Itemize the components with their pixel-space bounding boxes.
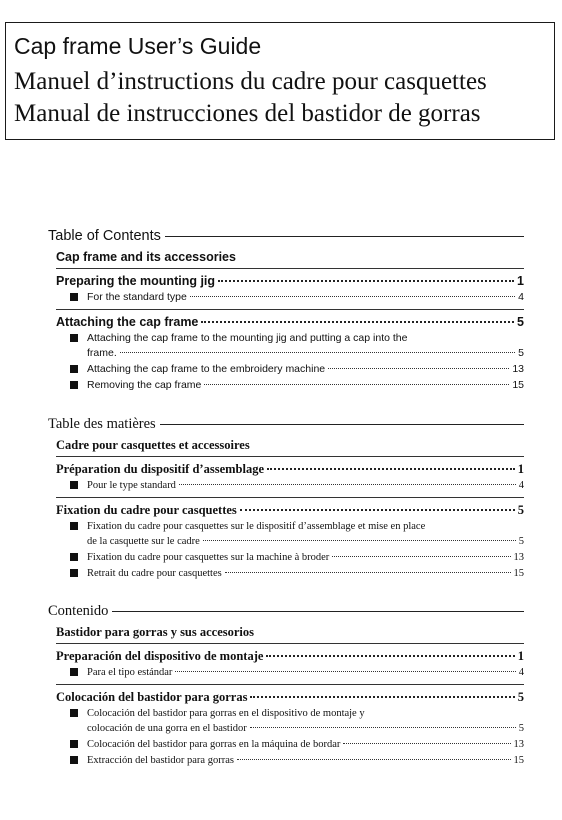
leader-dots xyxy=(266,655,514,657)
leader-dots xyxy=(332,556,510,557)
toc-entry-title: Colocación del bastidor para gorras xyxy=(56,690,248,704)
toc-item-page: 15 xyxy=(513,568,524,579)
title-box xyxy=(5,22,555,140)
toc-item-text: Para el tipo estándar xyxy=(87,667,173,678)
leader-dots xyxy=(250,696,514,698)
toc-entry[interactable] xyxy=(56,314,524,330)
leader-dots xyxy=(190,296,515,297)
square-bullet-icon xyxy=(70,334,78,342)
square-bullet-icon xyxy=(70,522,78,530)
toc-entry-page: 5 xyxy=(517,503,524,517)
toc-item-text: Colocación del bastidor para gorras en la máquina de bordar xyxy=(87,739,341,750)
toc-item[interactable] xyxy=(70,378,524,393)
leader-dots xyxy=(237,759,511,760)
entry-rule xyxy=(56,684,524,685)
toc-entry[interactable] xyxy=(56,502,524,518)
toc-entry-page: 1 xyxy=(517,649,524,663)
section-subheading: Cap frame and its accessories xyxy=(56,250,236,264)
toc-entry-page: 1 xyxy=(517,462,524,476)
toc-item-text: Retrait du cadre pour casquettes xyxy=(87,568,222,579)
toc-section-english xyxy=(48,227,524,393)
leader-dots xyxy=(218,280,514,282)
toc-entry-title: Attaching the cap frame xyxy=(56,315,199,329)
title-spanish: Manual de instrucciones del bastidor de gorras xyxy=(14,100,481,127)
toc-item-page: 4 xyxy=(518,291,524,303)
title-english: Cap frame User’s Guide xyxy=(14,33,262,59)
toc-entry-title: Préparation du dispositif d’assemblage xyxy=(56,462,265,476)
leader-dots xyxy=(250,727,516,728)
toc-item-text-line: Colocación del bastidor para gorras en el dispositivo de montaje y xyxy=(87,708,365,719)
square-bullet-icon xyxy=(70,569,78,577)
toc-item[interactable] xyxy=(70,706,524,736)
toc-entry[interactable] xyxy=(56,461,524,477)
toc-item-page: 5 xyxy=(518,347,524,359)
section-heading xyxy=(48,602,524,620)
section-heading-rule xyxy=(48,611,524,612)
leader-dots xyxy=(267,468,515,470)
toc-item-text: Removing the cap frame xyxy=(87,379,202,391)
toc-item-page: 15 xyxy=(512,379,524,391)
toc-entry-page: 5 xyxy=(517,315,524,329)
toc-entry[interactable] xyxy=(56,273,524,289)
section-heading-label: Table des matières xyxy=(48,416,160,432)
leader-dots xyxy=(240,509,515,511)
toc-item-text: colocación de una gorra en el bastidor xyxy=(87,723,247,734)
toc-item-page: 4 xyxy=(518,667,524,678)
toc-item-page: 15 xyxy=(513,755,524,766)
toc-entry-page: 5 xyxy=(517,690,524,704)
toc-item-text: de la casquette sur le cadre xyxy=(87,536,200,547)
toc-item-text-line: Fixation du cadre pour casquettes sur le dispositif d’assemblage et mise en place xyxy=(87,521,426,532)
toc-item[interactable] xyxy=(70,290,524,305)
toc-item[interactable] xyxy=(70,566,524,581)
toc-item[interactable] xyxy=(70,753,524,768)
leader-dots xyxy=(203,540,516,541)
square-bullet-icon xyxy=(70,668,78,676)
entry-rule xyxy=(56,309,524,310)
toc-entry-page: 1 xyxy=(517,274,524,288)
leader-dots xyxy=(175,671,515,672)
toc-item[interactable] xyxy=(70,737,524,752)
toc-item[interactable] xyxy=(70,331,524,361)
square-bullet-icon xyxy=(70,756,78,764)
toc-entry[interactable] xyxy=(56,689,524,705)
square-bullet-icon xyxy=(70,553,78,561)
toc-item[interactable] xyxy=(70,362,524,377)
section-subheading: Cadre pour casquettes et accessoires xyxy=(56,438,250,452)
leader-dots xyxy=(225,572,511,573)
toc-item-page: 5 xyxy=(518,723,524,734)
square-bullet-icon xyxy=(70,293,78,301)
toc-entry[interactable] xyxy=(56,648,524,664)
title-french: Manuel d’instructions du cadre pour casquettes xyxy=(14,68,487,95)
toc-item-text: Extracción del bastidor para gorras xyxy=(87,755,234,766)
toc-section-spanish xyxy=(48,602,524,768)
toc-item-page: 13 xyxy=(513,739,524,750)
section-heading-label: Contenido xyxy=(48,603,112,619)
square-bullet-icon xyxy=(70,740,78,748)
square-bullet-icon xyxy=(70,709,78,717)
entry-rule xyxy=(56,643,524,644)
entry-rule xyxy=(56,268,524,269)
leader-dots xyxy=(328,368,509,369)
toc-item-text: Pour le type standard xyxy=(87,480,176,491)
toc-entry-title: Preparación del dispositivo de montaje xyxy=(56,649,264,663)
leader-dots xyxy=(204,384,509,385)
section-heading-label: Table of Contents xyxy=(48,228,165,244)
toc-item-text-line: Attaching the cap frame to the mounting jig and putting a cap into the xyxy=(87,332,408,344)
leader-dots xyxy=(343,743,510,744)
square-bullet-icon xyxy=(70,481,78,489)
toc-item-text: For the standard type xyxy=(87,291,187,303)
toc-item[interactable] xyxy=(70,519,524,549)
entry-rule xyxy=(56,456,524,457)
toc-item-page: 13 xyxy=(513,552,524,563)
square-bullet-icon xyxy=(70,365,78,373)
toc-item[interactable] xyxy=(70,665,524,680)
section-heading xyxy=(48,227,524,245)
toc-item-page: 13 xyxy=(512,363,524,375)
section-heading xyxy=(48,415,524,433)
toc-entry-title: Preparing the mounting jig xyxy=(56,274,216,288)
square-bullet-icon xyxy=(70,381,78,389)
toc-item[interactable] xyxy=(70,550,524,565)
section-subheading: Bastidor para gorras y sus accesorios xyxy=(56,625,255,639)
toc-section-french xyxy=(48,415,524,581)
leader-dots xyxy=(201,321,514,323)
leader-dots xyxy=(120,352,515,353)
toc-item-text: Fixation du cadre pour casquettes sur la machine à broder xyxy=(87,552,330,563)
toc-item-text: frame. xyxy=(87,347,117,359)
toc-entry-title: Fixation du cadre pour casquettes xyxy=(56,503,237,517)
entry-rule xyxy=(56,497,524,498)
toc-item-text: Attaching the cap frame to the embroidery machine xyxy=(87,363,326,375)
toc-item-page: 5 xyxy=(518,536,524,547)
toc-item-page: 4 xyxy=(518,480,524,491)
toc-item[interactable] xyxy=(70,478,524,493)
leader-dots xyxy=(179,484,516,485)
